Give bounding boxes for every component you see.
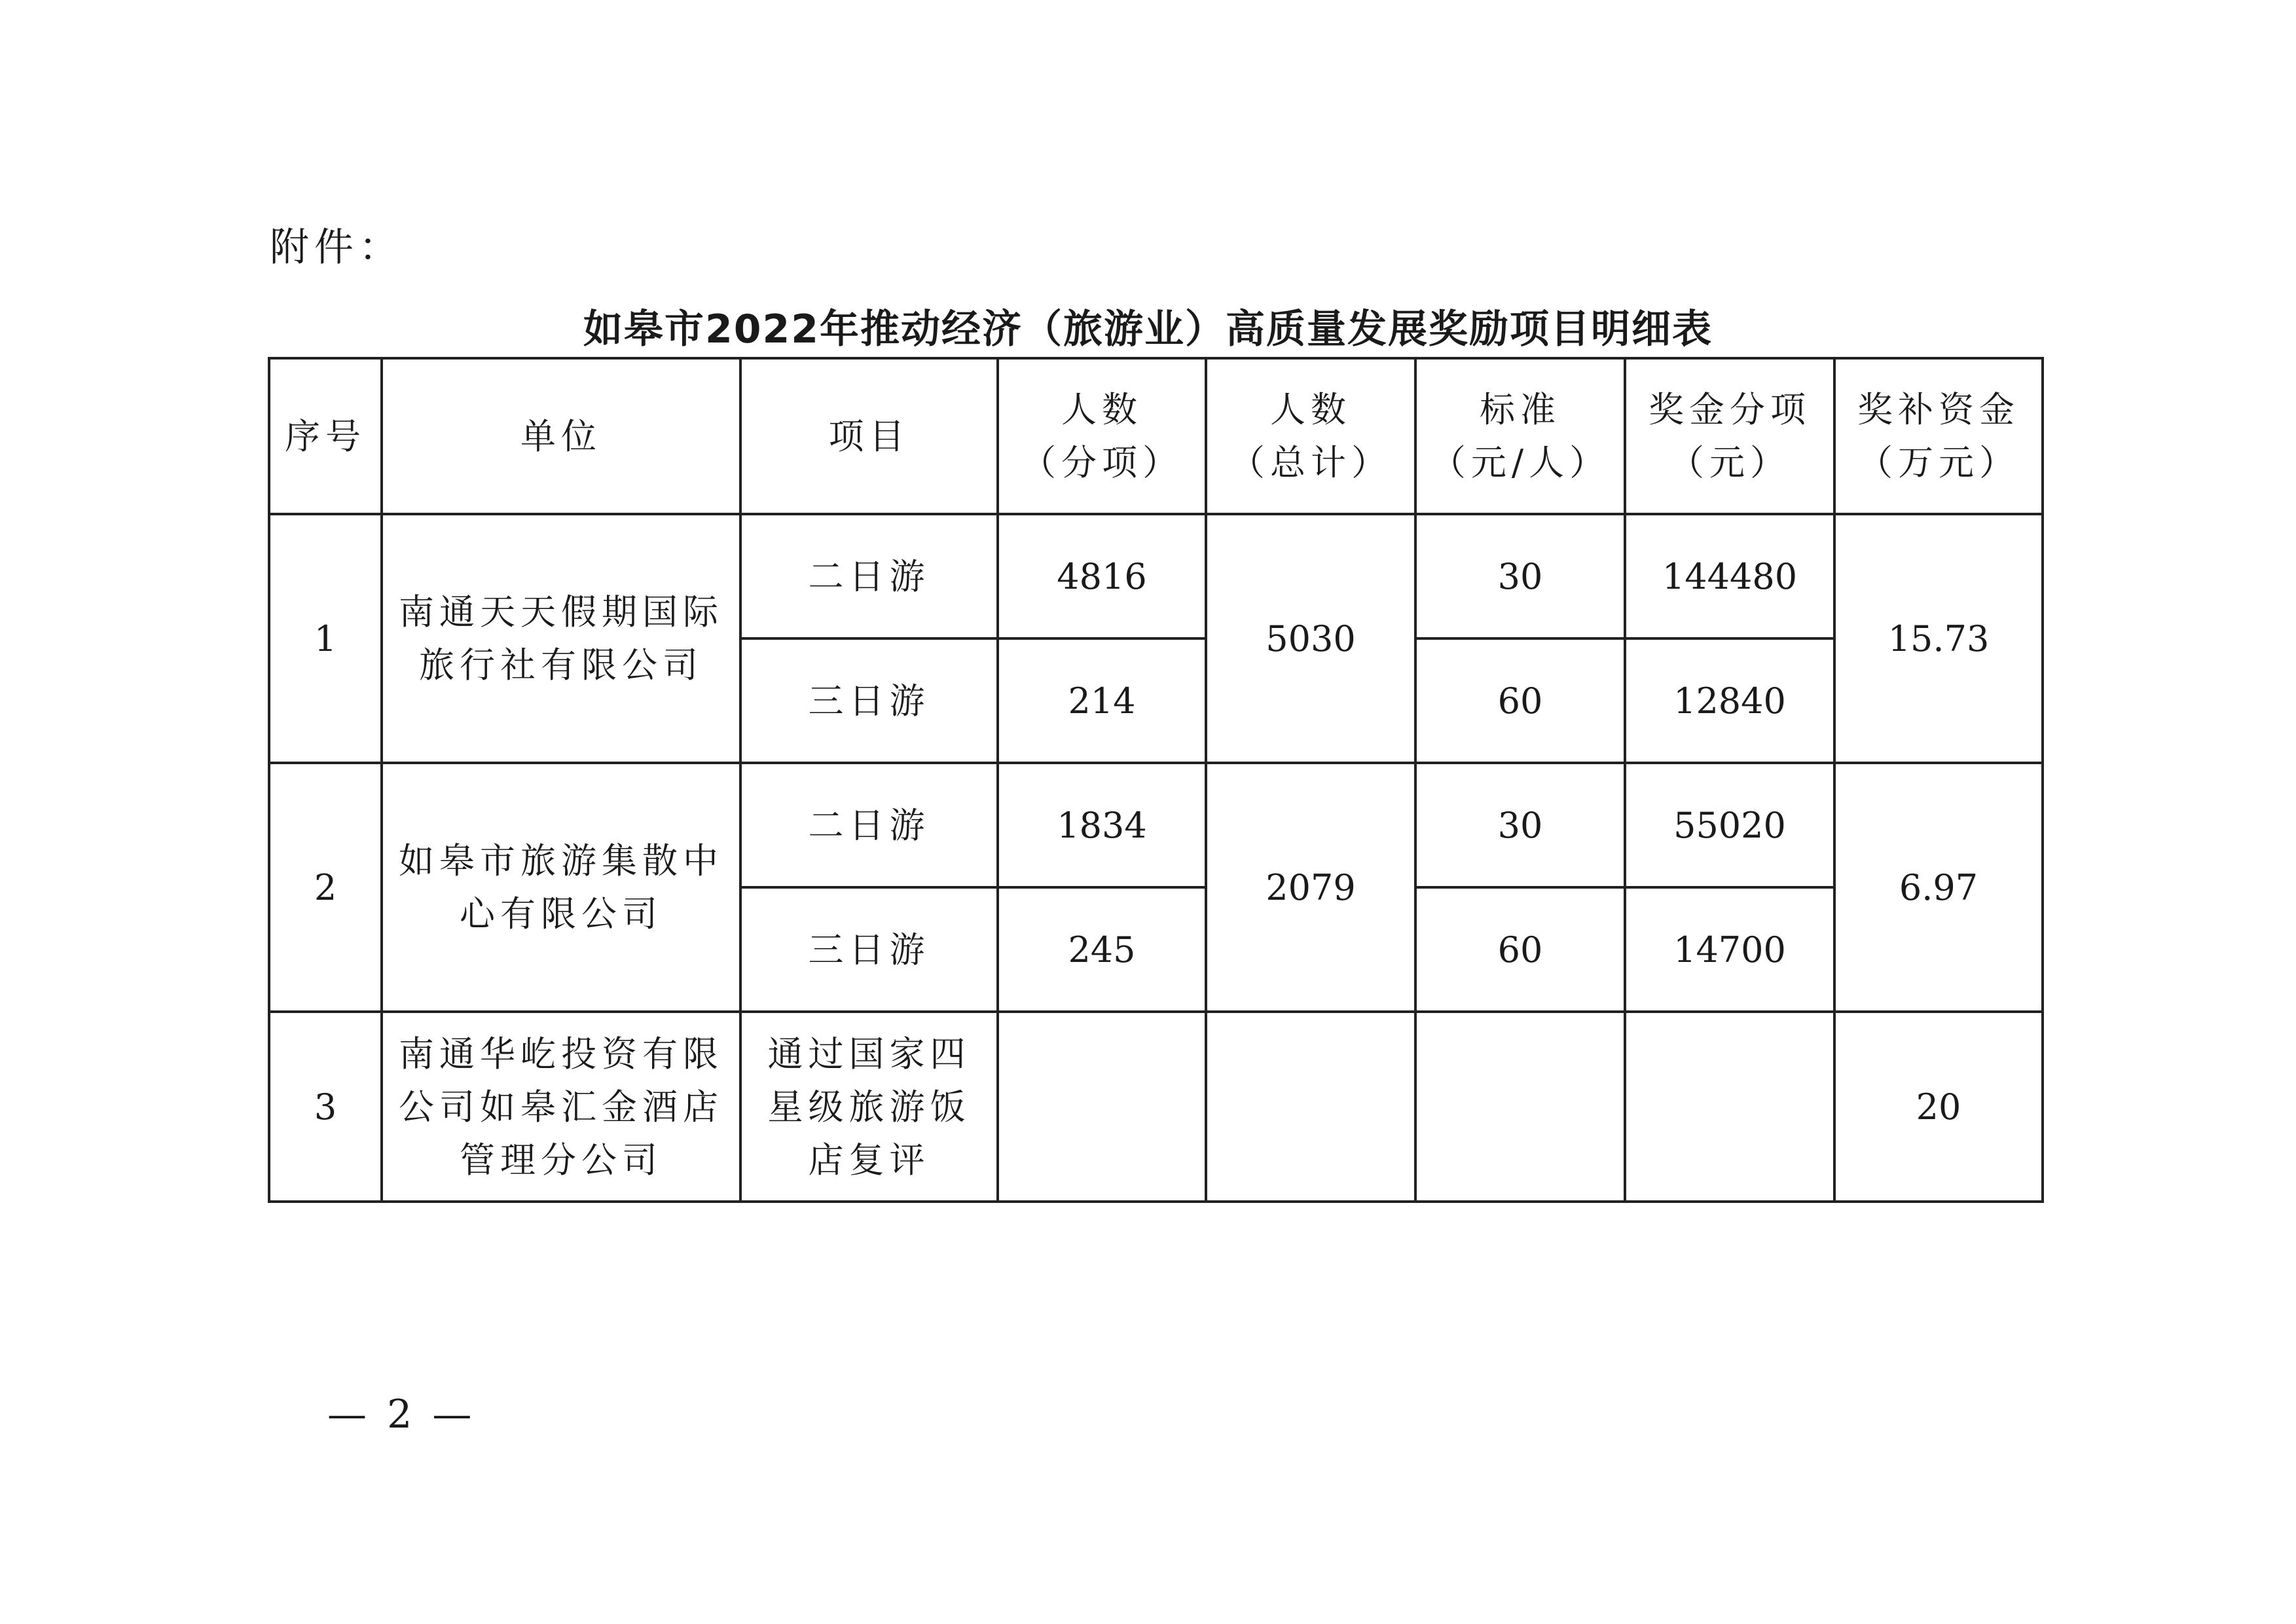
unit-cell xyxy=(382,514,740,763)
people-cell: 1834 xyxy=(998,763,1206,887)
header-standard-line1: 标准 xyxy=(1480,389,1561,430)
unit-line: 如皋市旅游集散中 xyxy=(399,840,723,881)
item-line: 星级旅游饭 xyxy=(767,1086,971,1128)
header-item: 项目 xyxy=(740,358,998,514)
item-cell: 三日游 xyxy=(740,887,998,1012)
header-people-total-line1: 人数 xyxy=(1270,389,1351,430)
award-detail-table xyxy=(268,357,2044,1203)
seq-cell: 3 xyxy=(269,1012,382,1202)
bonus-cell: 12840 xyxy=(1625,638,1834,763)
header-people-total-line2: （总计） xyxy=(1230,442,1392,483)
people-cell: 4816 xyxy=(998,514,1206,638)
table-row xyxy=(269,1012,2043,1202)
table-row xyxy=(269,763,2043,887)
item-cell: 三日游 xyxy=(740,638,998,763)
standard-cell: 60 xyxy=(1415,887,1625,1012)
page-number: — 2 — xyxy=(327,1392,476,1437)
header-people-sub-line2: （分项） xyxy=(1021,442,1183,483)
bonus-cell: 55020 xyxy=(1625,763,1834,887)
table-row xyxy=(269,514,2043,638)
header-subsidy-line1: 奖补资金 xyxy=(1857,389,2020,430)
item-cell: 二日游 xyxy=(740,763,998,887)
header-people-sub xyxy=(998,358,1206,514)
header-people-total xyxy=(1206,358,1415,514)
unit-line: 南通华屹投资有限 xyxy=(399,1033,723,1075)
header-subsidy-line2: （万元） xyxy=(1857,442,2020,483)
header-standard-line2: （元/人） xyxy=(1430,442,1611,483)
header-bonus-sub xyxy=(1625,358,1834,514)
bonus-cell: 144480 xyxy=(1625,514,1834,638)
header-people-sub-line1: 人数 xyxy=(1061,389,1142,430)
unit-cell xyxy=(382,1012,740,1202)
standard-cell: 30 xyxy=(1415,763,1625,887)
unit-line: 心有限公司 xyxy=(460,893,663,934)
people-total-cell xyxy=(1206,1012,1415,1202)
header-subsidy xyxy=(1834,358,2043,514)
bonus-cell xyxy=(1625,1012,1834,1202)
table-title: 如皋市2022年推动经济（旅游业）高质量发展奖励项目明细表 xyxy=(583,306,1713,352)
people-total-cell: 2079 xyxy=(1206,763,1415,1012)
unit-line: 南通天天假期国际 xyxy=(399,591,723,633)
item-cell: 二日游 xyxy=(740,514,998,638)
people-cell xyxy=(998,1012,1206,1202)
standard-cell: 60 xyxy=(1415,638,1625,763)
unit-line: 公司如皋汇金酒店 xyxy=(399,1086,723,1128)
subsidy-cell: 15.73 xyxy=(1834,514,2043,763)
header-bonus-sub-line2: （元） xyxy=(1669,442,1791,483)
standard-cell xyxy=(1415,1012,1625,1202)
people-cell: 245 xyxy=(998,887,1206,1012)
subsidy-cell: 6.97 xyxy=(1834,763,2043,1012)
people-cell: 214 xyxy=(998,638,1206,763)
item-line: 通过国家四 xyxy=(767,1033,971,1075)
attachment-label: 附件： xyxy=(270,225,403,270)
header-seq: 序号 xyxy=(269,358,382,514)
unit-line: 管理分公司 xyxy=(460,1139,663,1181)
people-total-cell: 5030 xyxy=(1206,514,1415,763)
header-bonus-sub-line1: 奖金分项 xyxy=(1649,389,1811,430)
item-cell xyxy=(740,1012,998,1202)
unit-line: 旅行社有限公司 xyxy=(419,644,703,686)
subsidy-cell: 20 xyxy=(1834,1012,2043,1202)
bonus-cell: 14700 xyxy=(1625,887,1834,1012)
header-row xyxy=(269,358,2043,514)
seq-cell: 1 xyxy=(269,514,382,763)
unit-cell xyxy=(382,763,740,1012)
standard-cell: 30 xyxy=(1415,514,1625,638)
header-standard xyxy=(1415,358,1625,514)
seq-cell: 2 xyxy=(269,763,382,1012)
header-unit: 单位 xyxy=(382,358,740,514)
item-line: 店复评 xyxy=(808,1139,930,1181)
